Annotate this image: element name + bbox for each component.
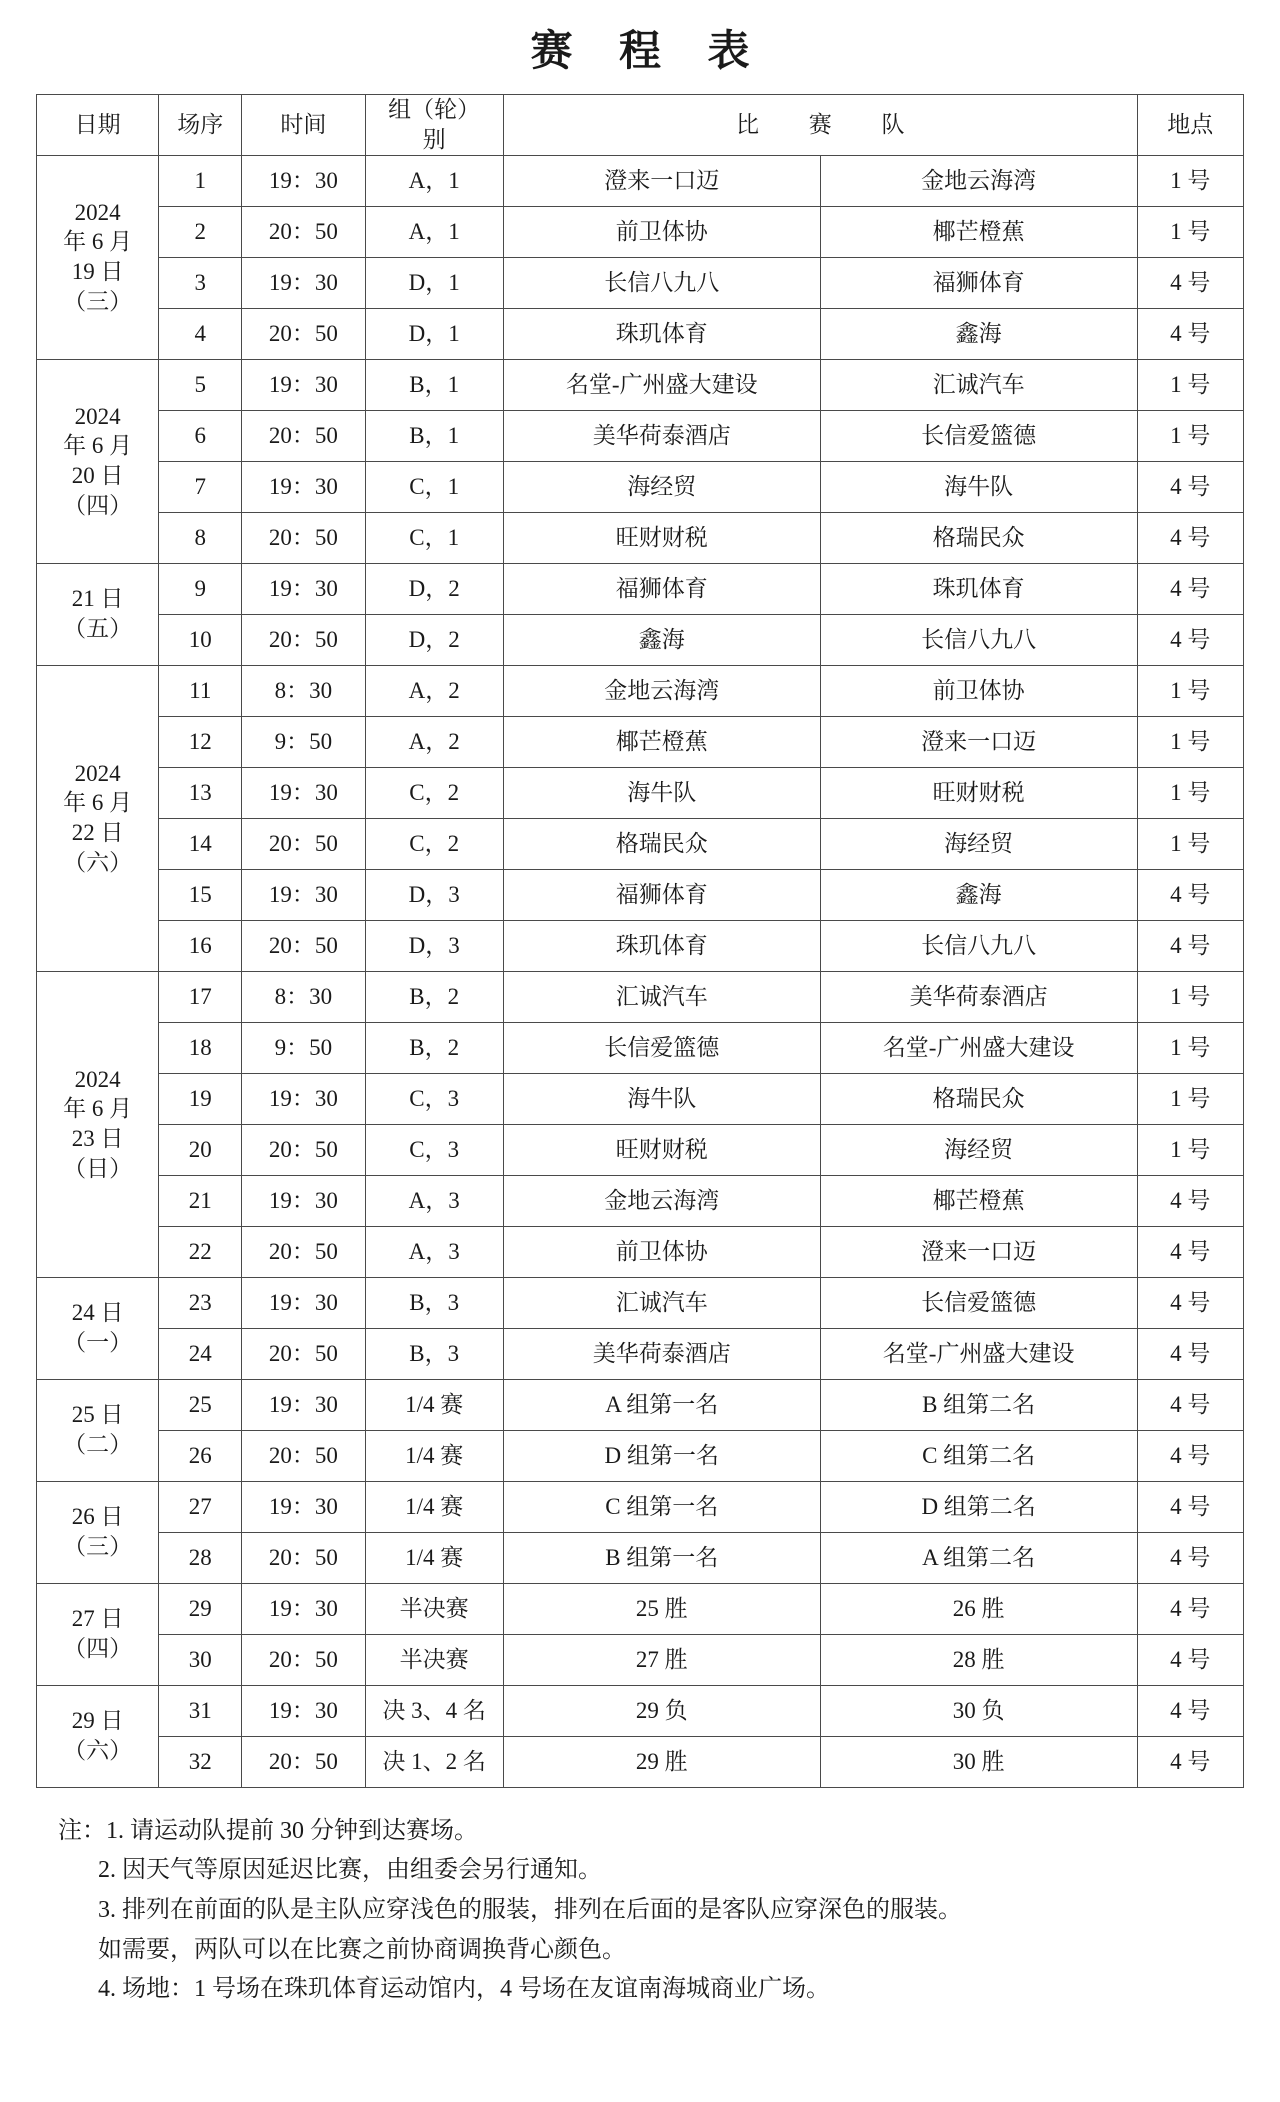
team-b-cell: 椰芒橙蕉: [820, 1175, 1137, 1226]
date-line: （二）: [63, 1432, 133, 1458]
date-cell: [37, 1277, 159, 1379]
table-row: [37, 1073, 1244, 1124]
match-time-cell: 19：30: [242, 461, 365, 512]
team-a-cell: 29 胜: [503, 1736, 820, 1787]
team-a-cell: 25 胜: [503, 1583, 820, 1634]
table-row: [37, 716, 1244, 767]
table-row: [37, 1379, 1244, 1430]
match-no-cell: 9: [159, 563, 242, 614]
venue-cell: 4 号: [1137, 1685, 1243, 1736]
team-a-cell: 长信爱篮德: [503, 1022, 820, 1073]
date-line: 26 日: [71, 1504, 124, 1530]
match-no-cell: 25: [159, 1379, 242, 1430]
table-row: [37, 461, 1244, 512]
date-cell: [37, 155, 159, 359]
venue-cell: 4 号: [1137, 257, 1243, 308]
table-row: [37, 665, 1244, 716]
match-group-cell: D，2: [365, 563, 503, 614]
header-group-line2: 别: [422, 126, 446, 152]
date-line: （三）: [63, 289, 133, 315]
match-no-cell: 31: [159, 1685, 242, 1736]
match-no-cell: 2: [159, 206, 242, 257]
match-time-cell: 20：50: [242, 1634, 365, 1685]
team-b-cell: 30 胜: [820, 1736, 1137, 1787]
match-time-cell: 19：30: [242, 1379, 365, 1430]
date-cell: [37, 563, 159, 665]
match-no-cell: 15: [159, 869, 242, 920]
header-date: 日期: [37, 95, 159, 156]
team-a-cell: 名堂-广州盛大建设: [503, 359, 820, 410]
match-no-cell: 3: [159, 257, 242, 308]
date-line: （五）: [63, 616, 133, 642]
table-header: [37, 95, 1244, 156]
team-a-cell: 旺财财税: [503, 512, 820, 563]
match-group-cell: D，1: [365, 257, 503, 308]
match-group-cell: B，1: [365, 359, 503, 410]
date-line: （三）: [63, 1534, 133, 1560]
team-b-cell: B 组第二名: [820, 1379, 1137, 1430]
match-group-cell: 决 1、2 名: [365, 1736, 503, 1787]
date-cell: [37, 1583, 159, 1685]
header-group-line1: 组（轮）: [388, 97, 481, 122]
team-b-cell: 长信爱篮德: [820, 1277, 1137, 1328]
match-group-cell: C，1: [365, 512, 503, 563]
team-b-cell: 26 胜: [820, 1583, 1137, 1634]
match-time-cell: 20：50: [242, 1532, 365, 1583]
team-b-cell: D 组第二名: [820, 1481, 1137, 1532]
match-no-cell: 5: [159, 359, 242, 410]
venue-cell: 4 号: [1137, 1583, 1243, 1634]
date-line: 2024: [74, 403, 121, 429]
match-time-cell: 20：50: [242, 410, 365, 461]
match-time-cell: 19：30: [242, 155, 365, 206]
table-row: [37, 1481, 1244, 1532]
team-a-cell: 福狮体育: [503, 563, 820, 614]
date-line: （六）: [63, 850, 133, 876]
date-line: 年 6 月: [63, 1096, 133, 1122]
venue-cell: 4 号: [1137, 1175, 1243, 1226]
date-line: 20 日: [71, 463, 124, 489]
match-time-cell: 20：50: [242, 920, 365, 971]
team-b-cell: 汇诚汽车: [820, 359, 1137, 410]
header-time: 时间: [242, 95, 365, 156]
team-b-cell: 格瑞民众: [820, 1073, 1137, 1124]
date-line: 2024: [74, 1066, 121, 1092]
table-row: [37, 206, 1244, 257]
table-row: [37, 1022, 1244, 1073]
note-line: 注：1. 请运动队提前 30 分钟到达赛场。: [58, 1817, 478, 1844]
venue-cell: 1 号: [1137, 410, 1243, 461]
team-b-cell: 美华荷泰酒店: [820, 971, 1137, 1022]
match-group-cell: 半决赛: [365, 1634, 503, 1685]
team-b-cell: 澄来一口迈: [820, 1226, 1137, 1277]
team-a-cell: 金地云海湾: [503, 665, 820, 716]
date-line: 19 日: [71, 259, 124, 285]
table-row: [37, 563, 1244, 614]
match-group-cell: A，1: [365, 155, 503, 206]
match-group-cell: 1/4 赛: [365, 1379, 503, 1430]
team-b-cell: 格瑞民众: [820, 512, 1137, 563]
team-b-cell: 珠玑体育: [820, 563, 1137, 614]
team-b-cell: 澄来一口迈: [820, 716, 1137, 767]
date-cell: [37, 665, 159, 971]
match-no-cell: 14: [159, 818, 242, 869]
team-b-cell: 长信八九八: [820, 614, 1137, 665]
match-time-cell: 20：50: [242, 1328, 365, 1379]
note-line: 4. 场地：1 号场在珠玑体育运动馆内，4 号场在友谊南海城商业广场。: [98, 1976, 830, 2003]
notes-block: [36, 1812, 1244, 2010]
venue-cell: 4 号: [1137, 308, 1243, 359]
match-group-cell: 半决赛: [365, 1583, 503, 1634]
team-a-cell: 27 胜: [503, 1634, 820, 1685]
match-group-cell: D，3: [365, 869, 503, 920]
date-cell: [37, 971, 159, 1277]
match-group-cell: 1/4 赛: [365, 1532, 503, 1583]
table-row: [37, 614, 1244, 665]
venue-cell: 1 号: [1137, 1022, 1243, 1073]
match-no-cell: 24: [159, 1328, 242, 1379]
team-a-cell: 美华荷泰酒店: [503, 1328, 820, 1379]
match-no-cell: 16: [159, 920, 242, 971]
venue-cell: 4 号: [1137, 563, 1243, 614]
table-row: [37, 257, 1244, 308]
match-no-cell: 20: [159, 1124, 242, 1175]
match-no-cell: 32: [159, 1736, 242, 1787]
match-time-cell: 20：50: [242, 512, 365, 563]
match-group-cell: D，1: [365, 308, 503, 359]
header-match: 比 赛 队: [503, 95, 1137, 156]
match-group-cell: A，3: [365, 1175, 503, 1226]
venue-cell: 4 号: [1137, 512, 1243, 563]
match-no-cell: 27: [159, 1481, 242, 1532]
match-no-cell: 17: [159, 971, 242, 1022]
match-time-cell: 19：30: [242, 1175, 365, 1226]
team-a-cell: 珠玑体育: [503, 920, 820, 971]
table-row: [37, 1226, 1244, 1277]
table-row: [37, 1685, 1244, 1736]
date-line: 25 日: [71, 1402, 124, 1428]
match-group-cell: 1/4 赛: [365, 1430, 503, 1481]
team-a-cell: A 组第一名: [503, 1379, 820, 1430]
match-group-cell: B，3: [365, 1328, 503, 1379]
venue-cell: 1 号: [1137, 767, 1243, 818]
date-line: 22 日: [71, 820, 124, 846]
team-a-cell: 前卫体协: [503, 1226, 820, 1277]
date-line: 年 6 月: [63, 433, 133, 459]
match-group-cell: B，3: [365, 1277, 503, 1328]
match-no-cell: 6: [159, 410, 242, 461]
table-body: [37, 155, 1244, 1787]
team-b-cell: 椰芒橙蕉: [820, 206, 1137, 257]
team-b-cell: 长信八九八: [820, 920, 1137, 971]
match-no-cell: 13: [159, 767, 242, 818]
match-time-cell: 19：30: [242, 1073, 365, 1124]
table-row: [37, 818, 1244, 869]
team-b-cell: 前卫体协: [820, 665, 1137, 716]
table-row: [37, 869, 1244, 920]
match-time-cell: 19：30: [242, 1583, 365, 1634]
match-time-cell: 20：50: [242, 206, 365, 257]
date-cell: [37, 1481, 159, 1583]
match-group-cell: B，2: [365, 971, 503, 1022]
team-a-cell: C 组第一名: [503, 1481, 820, 1532]
venue-cell: 4 号: [1137, 1430, 1243, 1481]
team-b-cell: 金地云海湾: [820, 155, 1137, 206]
match-time-cell: 9：50: [242, 716, 365, 767]
team-a-cell: 金地云海湾: [503, 1175, 820, 1226]
team-b-cell: 福狮体育: [820, 257, 1137, 308]
team-b-cell: 30 负: [820, 1685, 1137, 1736]
date-line: 2024: [74, 199, 121, 225]
match-time-cell: 19：30: [242, 257, 365, 308]
venue-cell: 4 号: [1137, 1226, 1243, 1277]
table-row: [37, 359, 1244, 410]
match-time-cell: 20：50: [242, 1736, 365, 1787]
match-group-cell: C，2: [365, 767, 503, 818]
match-time-cell: 20：50: [242, 818, 365, 869]
team-a-cell: 前卫体协: [503, 206, 820, 257]
table-row: [37, 155, 1244, 206]
match-no-cell: 7: [159, 461, 242, 512]
team-a-cell: 珠玑体育: [503, 308, 820, 359]
date-cell: [37, 1685, 159, 1787]
team-b-cell: A 组第二名: [820, 1532, 1137, 1583]
venue-cell: 4 号: [1137, 1481, 1243, 1532]
team-b-cell: 鑫海: [820, 869, 1137, 920]
venue-cell: 4 号: [1137, 1277, 1243, 1328]
match-no-cell: 26: [159, 1430, 242, 1481]
match-no-cell: 30: [159, 1634, 242, 1685]
table-row: [37, 1328, 1244, 1379]
match-time-cell: 19：30: [242, 1481, 365, 1532]
match-time-cell: 9：50: [242, 1022, 365, 1073]
venue-cell: 1 号: [1137, 206, 1243, 257]
match-time-cell: 19：30: [242, 767, 365, 818]
team-a-cell: 旺财财税: [503, 1124, 820, 1175]
match-no-cell: 29: [159, 1583, 242, 1634]
team-a-cell: 海牛队: [503, 1073, 820, 1124]
match-group-cell: D，3: [365, 920, 503, 971]
match-group-cell: C，1: [365, 461, 503, 512]
team-b-cell: 名堂-广州盛大建设: [820, 1022, 1137, 1073]
match-no-cell: 12: [159, 716, 242, 767]
match-time-cell: 20：50: [242, 1430, 365, 1481]
date-line: （日）: [63, 1156, 133, 1182]
date-cell: [37, 359, 159, 563]
table-row: [37, 1532, 1244, 1583]
match-group-cell: 决 3、4 名: [365, 1685, 503, 1736]
header-row: [37, 95, 1244, 156]
match-no-cell: 19: [159, 1073, 242, 1124]
team-b-cell: 海经贸: [820, 1124, 1137, 1175]
match-no-cell: 10: [159, 614, 242, 665]
date-cell: [37, 1379, 159, 1481]
date-line: 24 日: [71, 1300, 124, 1326]
match-no-cell: 28: [159, 1532, 242, 1583]
match-no-cell: 4: [159, 308, 242, 359]
team-a-cell: 海牛队: [503, 767, 820, 818]
match-group-cell: D，2: [365, 614, 503, 665]
match-time-cell: 19：30: [242, 869, 365, 920]
date-line: 21 日: [71, 586, 124, 612]
table-row: [37, 1430, 1244, 1481]
team-b-cell: C 组第二名: [820, 1430, 1137, 1481]
match-no-cell: 1: [159, 155, 242, 206]
team-b-cell: 鑫海: [820, 308, 1137, 359]
team-a-cell: 海经贸: [503, 461, 820, 512]
page-title: 赛 程 表: [530, 29, 768, 75]
match-no-cell: 23: [159, 1277, 242, 1328]
table-row: [37, 971, 1244, 1022]
venue-cell: 1 号: [1137, 1073, 1243, 1124]
table-row: [37, 920, 1244, 971]
date-line: （四）: [63, 493, 133, 519]
table-row: [37, 1583, 1244, 1634]
team-a-cell: 福狮体育: [503, 869, 820, 920]
match-time-cell: 19：30: [242, 359, 365, 410]
match-group-cell: C，2: [365, 818, 503, 869]
venue-cell: 1 号: [1137, 359, 1243, 410]
team-a-cell: 汇诚汽车: [503, 1277, 820, 1328]
match-no-cell: 11: [159, 665, 242, 716]
venue-cell: 4 号: [1137, 869, 1243, 920]
venue-cell: 1 号: [1137, 155, 1243, 206]
match-time-cell: 19：30: [242, 563, 365, 614]
match-no-cell: 18: [159, 1022, 242, 1073]
date-line: （四）: [63, 1636, 133, 1662]
match-no-cell: 8: [159, 512, 242, 563]
match-group-cell: A，1: [365, 206, 503, 257]
venue-cell: 1 号: [1137, 818, 1243, 869]
venue-cell: 1 号: [1137, 971, 1243, 1022]
venue-cell: 1 号: [1137, 1124, 1243, 1175]
team-a-cell: 汇诚汽车: [503, 971, 820, 1022]
venue-cell: 4 号: [1137, 1328, 1243, 1379]
table-row: [37, 1736, 1244, 1787]
table-row: [37, 410, 1244, 461]
venue-cell: 1 号: [1137, 665, 1243, 716]
date-line: （一）: [63, 1330, 133, 1356]
team-a-cell: 格瑞民众: [503, 818, 820, 869]
match-group-cell: 1/4 赛: [365, 1481, 503, 1532]
table-row: [37, 1277, 1244, 1328]
match-group-cell: B，2: [365, 1022, 503, 1073]
match-time-cell: 8：30: [242, 665, 365, 716]
date-line: 29 日: [71, 1708, 124, 1734]
team-b-cell: 旺财财税: [820, 767, 1137, 818]
table-row: [37, 512, 1244, 563]
team-a-cell: 椰芒橙蕉: [503, 716, 820, 767]
team-a-cell: 长信八九八: [503, 257, 820, 308]
venue-cell: 1 号: [1137, 716, 1243, 767]
venue-cell: 4 号: [1137, 1379, 1243, 1430]
match-time-cell: 8：30: [242, 971, 365, 1022]
match-group-cell: A，3: [365, 1226, 503, 1277]
match-no-cell: 22: [159, 1226, 242, 1277]
team-a-cell: 29 负: [503, 1685, 820, 1736]
team-a-cell: 鑫海: [503, 614, 820, 665]
team-a-cell: 美华荷泰酒店: [503, 410, 820, 461]
date-line: 27 日: [71, 1606, 124, 1632]
team-a-cell: 澄来一口迈: [503, 155, 820, 206]
match-time-cell: 19：30: [242, 1277, 365, 1328]
venue-cell: 4 号: [1137, 461, 1243, 512]
match-group-cell: B，1: [365, 410, 503, 461]
date-line: 23 日: [71, 1126, 124, 1152]
match-group-cell: C，3: [365, 1073, 503, 1124]
bottom-spacer: [36, 2010, 1244, 2050]
venue-cell: 4 号: [1137, 920, 1243, 971]
match-group-cell: A，2: [365, 716, 503, 767]
date-line: 2024: [74, 760, 121, 786]
venue-cell: 4 号: [1137, 1634, 1243, 1685]
match-time-cell: 20：50: [242, 1124, 365, 1175]
table-row: [37, 308, 1244, 359]
team-b-cell: 名堂-广州盛大建设: [820, 1328, 1137, 1379]
schedule-table: [36, 94, 1244, 1788]
note-line: 2. 因天气等原因延迟比赛，由组委会另行通知。: [98, 1857, 602, 1884]
team-a-cell: B 组第一名: [503, 1532, 820, 1583]
note-line: 如需要，两队可以在比赛之前协商调换背心颜色。: [98, 1936, 626, 1963]
team-a-cell: D 组第一名: [503, 1430, 820, 1481]
match-time-cell: 19：30: [242, 1685, 365, 1736]
date-line: 年 6 月: [63, 229, 133, 255]
team-b-cell: 长信爱篮德: [820, 410, 1137, 461]
match-no-cell: 21: [159, 1175, 242, 1226]
match-time-cell: 20：50: [242, 614, 365, 665]
header-group: [365, 95, 503, 156]
note-line: 3. 排列在前面的队是主队应穿浅色的服装，排列在后面的是客队应穿深色的服装。: [98, 1896, 962, 1923]
team-b-cell: 海牛队: [820, 461, 1137, 512]
table-row: [37, 767, 1244, 818]
date-line: （六）: [63, 1738, 133, 1764]
header-no: 场序: [159, 95, 242, 156]
date-line: 年 6 月: [63, 790, 133, 816]
venue-cell: 4 号: [1137, 614, 1243, 665]
table-row: [37, 1124, 1244, 1175]
team-b-cell: 28 胜: [820, 1634, 1137, 1685]
match-group-cell: C，3: [365, 1124, 503, 1175]
team-b-cell: 海经贸: [820, 818, 1137, 869]
table-row: [37, 1634, 1244, 1685]
table-row: [37, 1175, 1244, 1226]
venue-cell: 4 号: [1137, 1736, 1243, 1787]
match-time-cell: 20：50: [242, 1226, 365, 1277]
match-time-cell: 20：50: [242, 308, 365, 359]
match-group-cell: A，2: [365, 665, 503, 716]
venue-cell: 4 号: [1137, 1532, 1243, 1583]
header-venue: 地点: [1137, 95, 1243, 156]
